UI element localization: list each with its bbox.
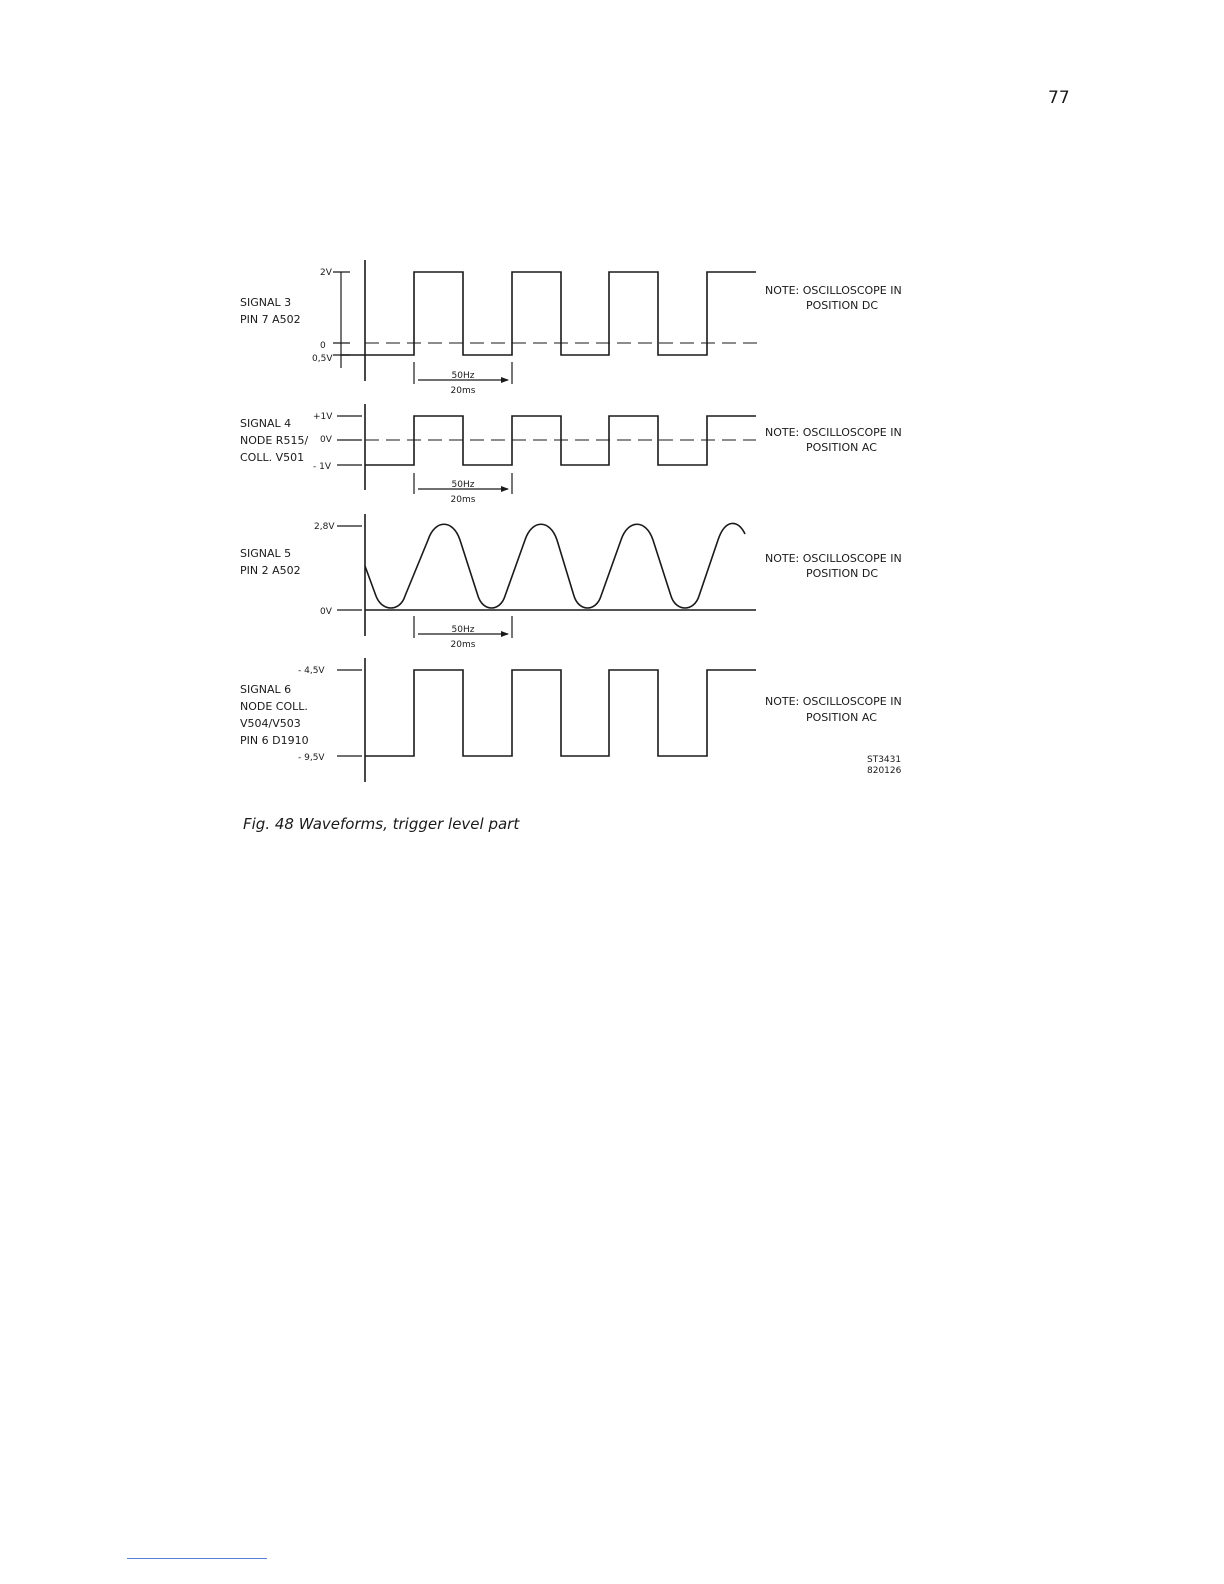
figure-caption: Fig. 48 Waveforms, trigger level part bbox=[243, 815, 520, 833]
page-number: 77 bbox=[1048, 88, 1070, 108]
signal-3-level-neg-0-5v: 0,5V bbox=[312, 354, 333, 364]
signal-6-level-minus-4-5v: - 4,5V bbox=[298, 666, 325, 676]
signal-5-period: 20ms bbox=[450, 640, 476, 650]
signal-3-level-0: 0 bbox=[320, 341, 326, 351]
signal-5-level-2-8v: 2,8V bbox=[314, 522, 335, 532]
signal-4-panel bbox=[240, 404, 902, 505]
signal-5-waveform bbox=[365, 523, 745, 608]
signal-3-period: 20ms bbox=[450, 386, 476, 396]
signal-6-note-line-2: POSITION AC bbox=[806, 711, 877, 724]
signal-4-waveform bbox=[365, 416, 756, 465]
signal-4-name-line-3: COLL. V501 bbox=[240, 451, 305, 464]
signal-5-frequency: 50Hz bbox=[451, 625, 475, 635]
signal-4-period: 20ms bbox=[450, 495, 476, 505]
signal-6-name-line-1: SIGNAL 6 bbox=[240, 683, 292, 696]
signal-3-level-2v: 2V bbox=[320, 268, 332, 278]
signal-4-level-minus-1v: - 1V bbox=[313, 462, 331, 472]
signal-6-note-line-1: NOTE: OSCILLOSCOPE IN bbox=[765, 695, 902, 708]
signal-3-name-line-2: PIN 7 A502 bbox=[240, 313, 301, 326]
signal-6-name-line-3: V504/V503 bbox=[240, 717, 301, 730]
signal-5-name-line-1: SIGNAL 5 bbox=[240, 547, 292, 560]
signal-3-panel bbox=[240, 260, 902, 396]
signal-6-level-minus-9-5v: - 9,5V bbox=[298, 753, 325, 763]
signal-5-note-line-2: POSITION DC bbox=[806, 567, 879, 580]
signal-6-name-line-2: NODE COLL. bbox=[240, 700, 308, 713]
signal-4-note-line-2: POSITION AC bbox=[806, 441, 877, 454]
signal-5-panel bbox=[240, 514, 902, 650]
signal-5-name-line-2: PIN 2 A502 bbox=[240, 564, 301, 577]
signal-4-note-line-1: NOTE: OSCILLOSCOPE IN bbox=[765, 426, 902, 439]
signal-4-name-line-2: NODE R515/ bbox=[240, 434, 309, 447]
signal-3-name-line-1: SIGNAL 3 bbox=[240, 296, 292, 309]
signal-4-level-plus-1v: +1V bbox=[313, 412, 333, 422]
signal-6-panel bbox=[240, 658, 902, 782]
signal-4-name-line-1: SIGNAL 4 bbox=[240, 417, 292, 430]
signal-4-level-0v: 0V bbox=[320, 435, 332, 445]
figure-reference-date: 820126 bbox=[867, 766, 902, 776]
signal-6-name-line-4: PIN 6 D1910 bbox=[240, 734, 309, 747]
footnote-divider bbox=[127, 1558, 267, 1559]
signal-5-level-0v: 0V bbox=[320, 607, 332, 617]
signal-6-waveform bbox=[365, 670, 756, 756]
signal-3-note-line-1: NOTE: OSCILLOSCOPE IN bbox=[765, 284, 902, 297]
signal-3-note-line-2: POSITION DC bbox=[806, 299, 879, 312]
signal-5-note-line-1: NOTE: OSCILLOSCOPE IN bbox=[765, 552, 902, 565]
signal-3-frequency: 50Hz bbox=[451, 371, 475, 381]
figure-reference-code: ST3431 bbox=[867, 755, 902, 765]
signal-4-frequency: 50Hz bbox=[451, 480, 475, 490]
